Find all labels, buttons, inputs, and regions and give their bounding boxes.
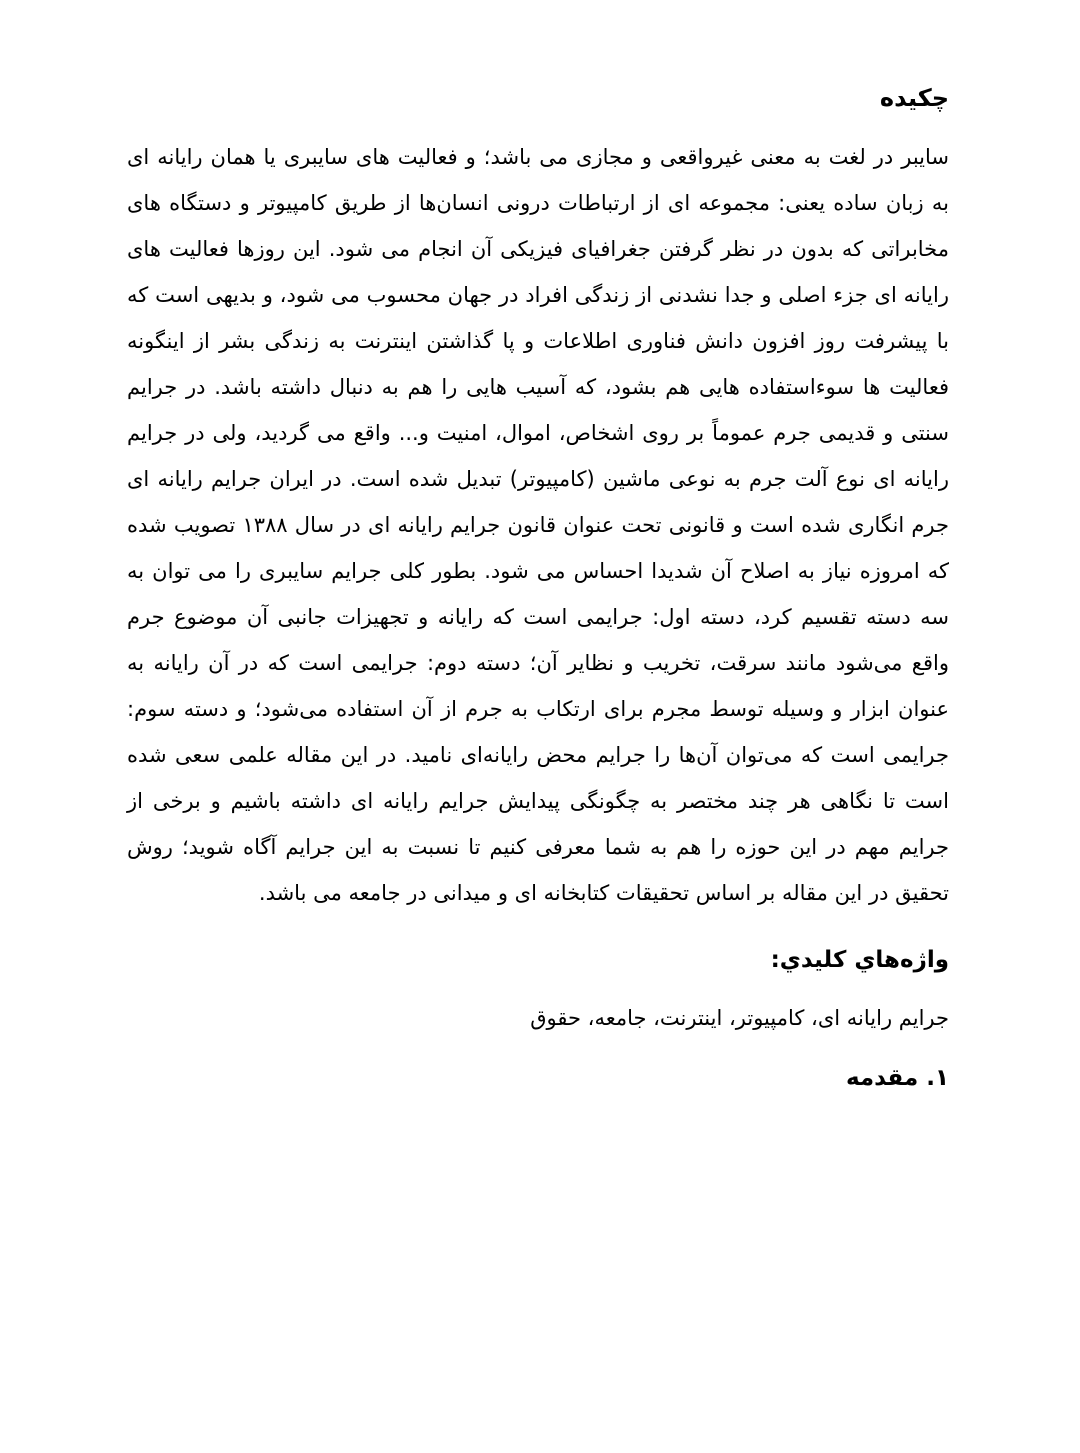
abstract-paragraph: سایبر در لغت به معنی غیرواقعی و مجازی می باشد؛ و فعالیت های سایبری یا همان رایانه ای به زبان ساده یعنی: مجموعه ای از ارتباطات درونی انسان‌ها از طریق کامپیوتر و دستگاه های مخابراتی که بدون در نظر گرفتن جغرافیای فیزیکی آن انجام می شود. این روزها فعالیت های رایانه ای جزء اصلی و جدا نشدنی از زندگی افراد در جهان محسوب می شود، و بدیهی است که با پیشرفت روز افزون دانش فناوری اطلاعات و پا گذاشتن اینترنت به زندگی بشر از اینگونه فعالیت ها سوءاستفاده هایی هم بشود، که آسیب هایی را هم به دنبال داشته باشد. در جرایم سنتی و قدیمی جرم عموماً بر روی اشخاص، اموال، امنیت و... واقع می گردید، ولی در جرایم رایانه ای نوع آلت جرم به نوعی ماشین (کامپیوتر) تبدیل شده است. در ایران جرایم رایانه ای جرم انگاری شده است و قانونی تحت عنوان قانون جرایم رایانه ای در سال ۱۳۸۸ تصویب شده که امروزه نیاز به اصلاح آن شدیدا احساس می شود. بطور کلی جرایم سایبری را می توان به سه دسته تقسیم کرد، دسته اول: جرایمی است که رایانه و تجهیزات جانبی آن موضوع جرم واقع می‌شود مانند سرقت، تخریب و نظایر آن؛ دسته دوم: جرایمی است که در آن رایانه به عنوان ابزار و وسیله توسط مجرم برای ارتکاب به جرم از آن استفاده می‌شود؛ و دسته سوم: جرایمی است که می‌توان آن‌ها را جرایم محض رایانه‌ای نامید. در این مقاله علمی سعی شده است تا نگاهی هر چند مختصر به چگونگی پیدایش جرایم رایانه ای داشته باشیم و برخی از جرایم مهم در این حوزه را هم به شما معرفی کنیم تا نسبت به این جرایم آگاه شوید؛ روش تحقیق در این مقاله بر اساس تحقیقات کتابخانه ای و میدانی در جامعه می باشد.: [127, 145, 949, 905]
keywords-heading: واژه‌هاي كليدي:: [770, 947, 949, 973]
document-body: [127, 74, 949, 1100]
abstract-heading: چکیده: [879, 84, 949, 112]
introduction-heading: ۱. مقدمه: [845, 1065, 949, 1091]
keywords-list: جرایم رایانه ای، کامپیوتر، اینترنت، جامعه، حقوق: [530, 1006, 949, 1030]
